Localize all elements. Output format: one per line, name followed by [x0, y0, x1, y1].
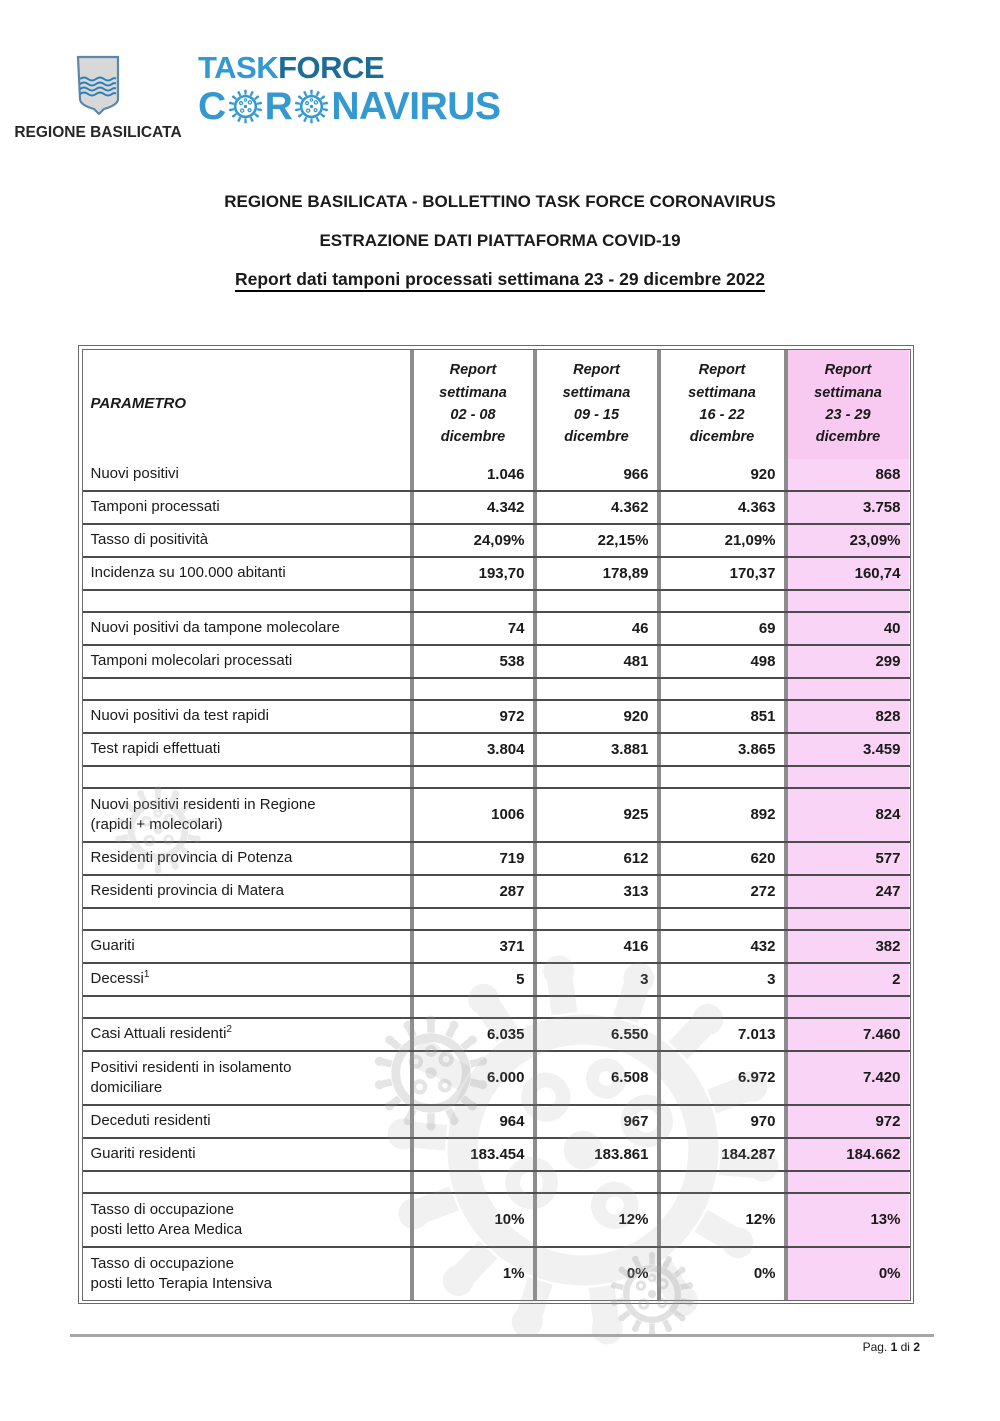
table-row	[83, 732, 910, 765]
region-name-label: REGIONE BASILICATA	[14, 124, 182, 141]
table-spacer-row	[83, 677, 910, 699]
table-row	[83, 459, 910, 490]
value-cell: 183.861	[533, 1139, 657, 1170]
week-column-header: Report settimana 16 - 22 dicembre	[657, 350, 784, 459]
value-cell: 538	[410, 646, 533, 677]
value-cell: 6.000	[410, 1052, 533, 1104]
value-cell	[657, 679, 784, 699]
value-cell: 892	[657, 789, 784, 841]
value-current-week	[784, 1172, 909, 1192]
value-cell: 719	[410, 843, 533, 874]
value-cell: 0%	[657, 1248, 784, 1300]
value-current-week	[784, 767, 909, 787]
row-label: Tasso di positività	[83, 525, 410, 556]
row-label	[83, 767, 410, 787]
value-current-week: 13%	[784, 1194, 909, 1246]
row-label: Positivi residenti in isolamento domiciliare	[83, 1052, 410, 1104]
value-cell: 972	[410, 701, 533, 732]
taskforce-coronavirus-logo	[198, 52, 500, 126]
value-cell: 10%	[410, 1194, 533, 1246]
value-cell: 3.804	[410, 734, 533, 765]
value-cell: 6.035	[410, 1019, 533, 1050]
row-label	[83, 679, 410, 699]
row-label: Test rapidi effettuati	[83, 734, 410, 765]
value-cell: 12%	[657, 1194, 784, 1246]
table-row	[83, 1104, 910, 1137]
value-cell: 1%	[410, 1248, 533, 1300]
value-cell	[533, 1172, 657, 1192]
value-cell: 3.881	[533, 734, 657, 765]
value-current-week: 824	[784, 789, 909, 841]
value-cell: 1.046	[410, 459, 533, 490]
value-cell	[657, 767, 784, 787]
value-cell: 3	[533, 964, 657, 995]
value-cell: 184.287	[657, 1139, 784, 1170]
table-row	[83, 644, 910, 677]
value-cell: 371	[410, 931, 533, 962]
value-cell: 498	[657, 646, 784, 677]
report-title-line3: Report dati tamponi processati settimana 23 - 29 dicembre 2022	[0, 269, 1000, 290]
table-row	[83, 490, 910, 523]
value-cell: 0%	[533, 1248, 657, 1300]
value-current-week	[784, 679, 909, 699]
value-current-week: 299	[784, 646, 909, 677]
table-spacer-row	[83, 907, 910, 929]
table-row	[83, 962, 910, 995]
brand-header	[0, 0, 1000, 160]
week-column-header: Report settimana 23 - 29 dicembre	[784, 350, 909, 459]
value-current-week: 7.420	[784, 1052, 909, 1104]
value-cell: 1006	[410, 789, 533, 841]
value-cell: 925	[533, 789, 657, 841]
table-spacer-row	[83, 765, 910, 787]
report-title-line2: ESTRAZIONE DATI PIATTAFORMA COVID-19	[319, 231, 681, 250]
value-cell	[410, 767, 533, 787]
coronavirus-seg2: R	[264, 84, 293, 128]
value-cell	[657, 1172, 784, 1192]
taskforce-word-task: TASK	[198, 50, 279, 85]
row-label	[83, 997, 410, 1017]
table-row	[83, 929, 910, 962]
regione-basilicata-logo	[12, 55, 184, 142]
value-cell: 46	[533, 613, 657, 644]
value-cell	[410, 997, 533, 1017]
value-cell: 481	[533, 646, 657, 677]
table-spacer-row	[83, 1170, 910, 1192]
coronavirus-seg1: C	[198, 84, 226, 128]
row-label: Nuovi positivi	[83, 459, 410, 490]
row-label: Guariti	[83, 931, 410, 962]
value-cell	[533, 767, 657, 787]
table-spacer-row	[83, 995, 910, 1017]
value-current-week: 3.758	[784, 492, 909, 523]
report-table	[78, 345, 914, 1304]
table-row	[83, 1192, 910, 1246]
value-cell: 272	[657, 876, 784, 907]
value-current-week: 382	[784, 931, 909, 962]
row-label: Tasso di occupazione posti letto Terapia Intensiva	[83, 1248, 410, 1300]
row-label: Incidenza su 100.000 abitanti	[83, 558, 410, 589]
value-cell: 416	[533, 931, 657, 962]
table-row	[83, 523, 910, 556]
value-cell: 620	[657, 843, 784, 874]
value-cell: 6.972	[657, 1052, 784, 1104]
value-current-week: 7.460	[784, 1019, 909, 1050]
row-label: Nuovi positivi da tampone molecolare	[83, 613, 410, 644]
value-cell: 193,70	[410, 558, 533, 589]
value-cell: 920	[657, 459, 784, 490]
value-cell: 5	[410, 964, 533, 995]
table-row	[83, 611, 910, 644]
value-cell: 7.013	[657, 1019, 784, 1050]
value-current-week: 2	[784, 964, 909, 995]
value-cell: 966	[533, 459, 657, 490]
coronavirus-wordmark	[198, 84, 501, 128]
value-current-week	[784, 909, 909, 929]
table-row	[83, 1017, 910, 1050]
table-row	[83, 787, 910, 841]
value-cell	[410, 679, 533, 699]
page-number: Pag. 1 di 2	[862, 1340, 920, 1354]
value-cell	[533, 591, 657, 611]
basilicata-shield-icon	[76, 55, 120, 115]
value-cell: 74	[410, 613, 533, 644]
value-current-week: 184.662	[784, 1139, 909, 1170]
row-label: Casi Attuali residenti$^2$	[83, 1019, 410, 1050]
value-cell: 3	[657, 964, 784, 995]
value-cell: 69	[657, 613, 784, 644]
row-label: Deceduti residenti	[83, 1106, 410, 1137]
week-column-header: Report settimana 02 - 08 dicembre	[410, 350, 533, 459]
table-body	[83, 459, 910, 1300]
value-cell: 4.362	[533, 492, 657, 523]
value-cell: 970	[657, 1106, 784, 1137]
value-current-week	[784, 997, 909, 1017]
value-cell: 183.454	[410, 1139, 533, 1170]
row-label: Guariti residenti	[83, 1139, 410, 1170]
value-cell: 22,15%	[533, 525, 657, 556]
table-row	[83, 1050, 910, 1104]
value-cell: 920	[533, 701, 657, 732]
taskforce-wordmark	[198, 52, 500, 85]
taskforce-word-force: FORCE	[278, 50, 385, 85]
value-cell: 3.865	[657, 734, 784, 765]
value-cell: 313	[533, 876, 657, 907]
table-row	[83, 699, 910, 732]
row-label: Residenti provincia di Matera	[83, 876, 410, 907]
row-label: Tamponi processati	[83, 492, 410, 523]
document-titles	[0, 192, 1000, 290]
value-cell: 4.363	[657, 492, 784, 523]
value-cell	[657, 997, 784, 1017]
value-cell: 967	[533, 1106, 657, 1137]
value-current-week: 160,74	[784, 558, 909, 589]
table-row	[83, 1137, 910, 1170]
value-cell	[533, 679, 657, 699]
value-current-week: 0%	[784, 1248, 909, 1300]
row-label: Nuovi positivi da test rapidi	[83, 701, 410, 732]
value-current-week: 868	[784, 459, 909, 490]
value-cell	[410, 1172, 533, 1192]
table-spacer-row	[83, 589, 910, 611]
row-label: Nuovi positivi residenti in Regione (rapidi + molecolari)	[83, 789, 410, 841]
row-label: Tamponi molecolari processati	[83, 646, 410, 677]
value-cell: 6.508	[533, 1052, 657, 1104]
value-cell: 964	[410, 1106, 533, 1137]
week-column-header: Report settimana 09 - 15 dicembre	[533, 350, 657, 459]
coronavirus-seg3: NAVIRUS	[331, 84, 501, 128]
table-row	[83, 556, 910, 589]
value-current-week	[784, 591, 909, 611]
virus-letter-o-icon	[293, 88, 330, 125]
table-row	[83, 1246, 910, 1300]
value-current-week: 828	[784, 701, 909, 732]
value-cell: 12%	[533, 1194, 657, 1246]
virus-letter-o-icon	[227, 88, 264, 125]
value-cell: 24,09%	[410, 525, 533, 556]
value-cell: 21,09%	[657, 525, 784, 556]
report-title-line1: REGIONE BASILICATA - BOLLETTINO TASK FORCE CORONAVIRUS	[224, 192, 776, 211]
row-label	[83, 1172, 410, 1192]
value-current-week: 577	[784, 843, 909, 874]
parametro-header: PARAMETRO	[83, 350, 410, 459]
table-header-row	[83, 350, 910, 459]
table-row	[83, 874, 910, 907]
row-label	[83, 591, 410, 611]
value-cell: 432	[657, 931, 784, 962]
value-current-week: 40	[784, 613, 909, 644]
row-label: Residenti provincia di Potenza	[83, 843, 410, 874]
row-label: Tasso di occupazione posti letto Area Medica	[83, 1194, 410, 1246]
value-current-week: 3.459	[784, 734, 909, 765]
value-cell	[533, 997, 657, 1017]
value-cell	[410, 591, 533, 611]
value-cell	[657, 591, 784, 611]
table-row	[83, 841, 910, 874]
value-current-week: 972	[784, 1106, 909, 1137]
value-cell	[410, 909, 533, 929]
value-cell: 287	[410, 876, 533, 907]
row-label	[83, 909, 410, 929]
value-cell: 170,37	[657, 558, 784, 589]
value-cell	[657, 909, 784, 929]
value-cell: 851	[657, 701, 784, 732]
value-current-week: 247	[784, 876, 909, 907]
row-label: Decessi$^1$	[83, 964, 410, 995]
value-cell	[533, 909, 657, 929]
footer-divider	[70, 1334, 934, 1337]
value-cell: 178,89	[533, 558, 657, 589]
value-current-week: 23,09%	[784, 525, 909, 556]
value-cell: 612	[533, 843, 657, 874]
value-cell: 6.550	[533, 1019, 657, 1050]
value-cell: 4.342	[410, 492, 533, 523]
